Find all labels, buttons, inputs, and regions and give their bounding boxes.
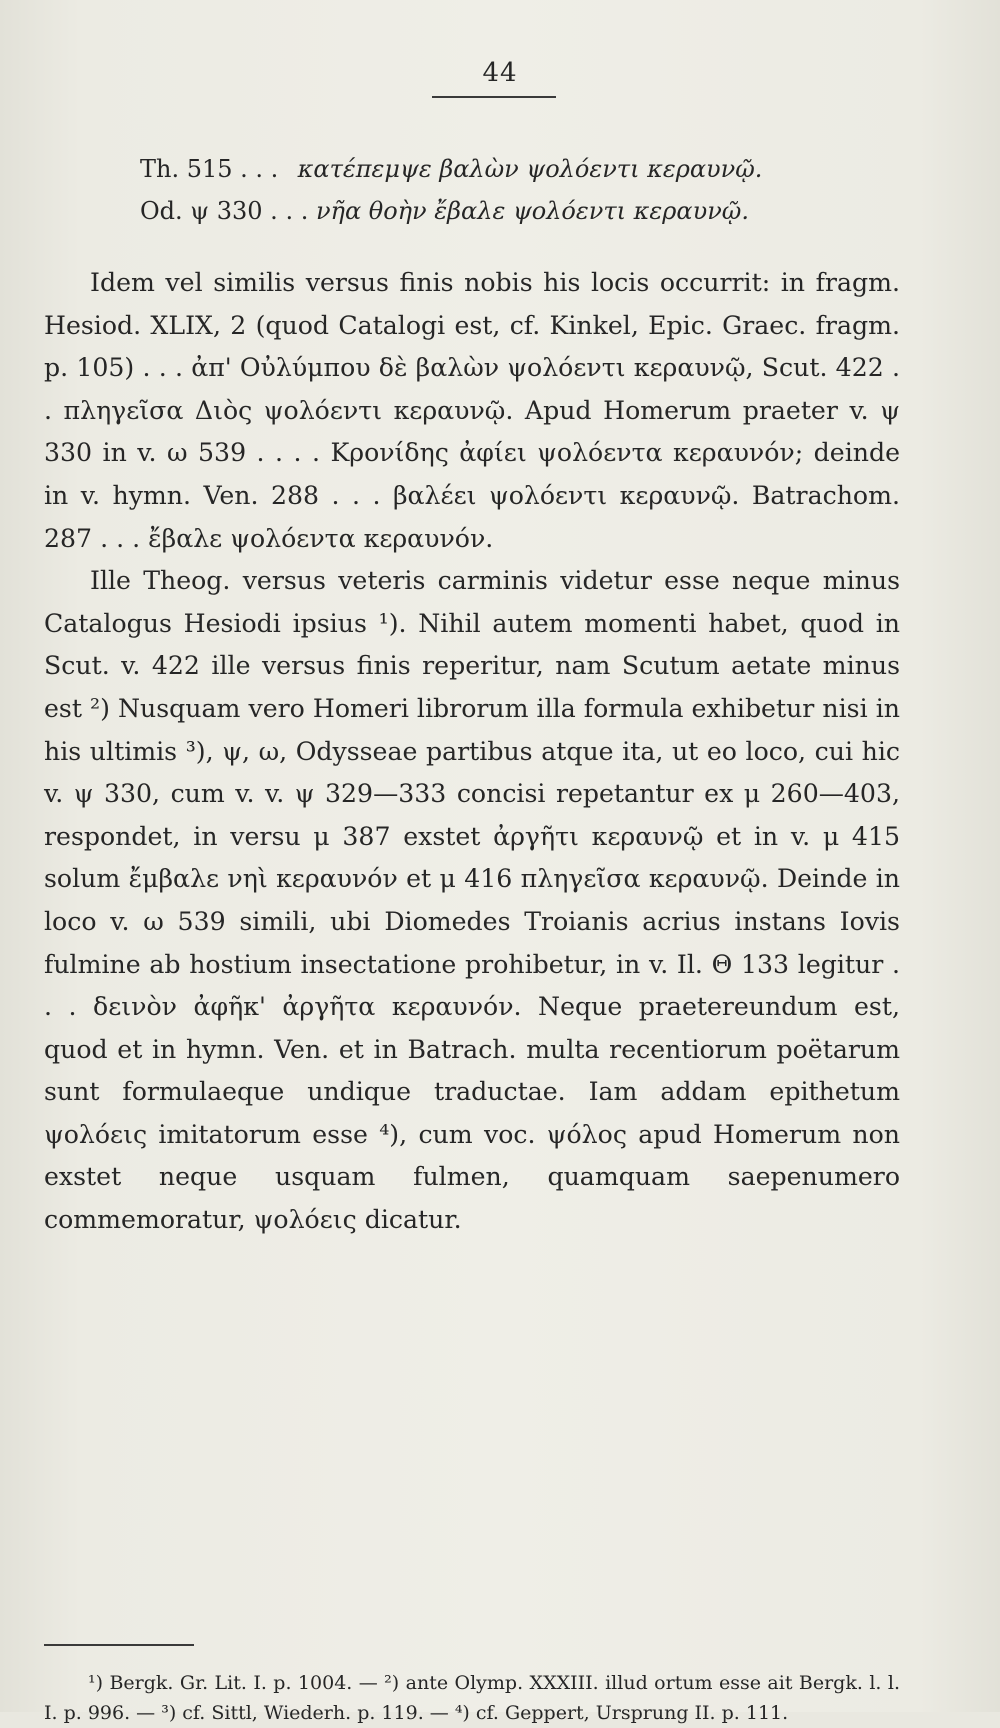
- header-rule: [432, 96, 556, 98]
- page-number: 44: [482, 58, 518, 88]
- verse-line: [140, 148, 900, 190]
- paragraph: Idem vel similis versus finis nobis his locis occurrit: in fragm. Hesiod. XLIX, 2 (quod Catalogi est, cf. Kinkel, Epic. Graec. fragm. p. 105) . . . ἀπ' Οὐλύμπου δὲ βαλὼν ψολόεντι κεραυνῷ, Scut. 422 . . πληγεῖσα Διὸς ψολόεντι κεραυνῷ. Apud Homerum praeter v. ψ 330 in v. ω 539 . . . . Κρονίδης ἀφίει ψολόεντα κεραυνόν; deinde in v. hymn. Ven. 288 . . . βαλέει ψολόεντι κεραυνῷ. Batrachom. 287 . . . ἔβαλε ψολόεντα κεραυνόν.: [44, 268, 900, 553]
- footnote-separator: [44, 1644, 194, 1646]
- body-text: [44, 262, 900, 1242]
- verse-reference: Od. ψ 330 . . .: [140, 197, 309, 225]
- verse-quotations: [140, 148, 900, 232]
- verse-line: [140, 190, 900, 232]
- verse-greek-text: νῆα θοὴν ἔβαλε ψολόεντι κεραυνῷ.: [315, 197, 749, 225]
- verse-greek-text: κατέπεμψε βαλὼν ψολόεντι κεραυνῷ.: [297, 155, 763, 183]
- paragraph: Ille Theog. versus veteris carminis videtur esse neque minus Catalogus Hesiodi ipsius ¹). Nihil autem momenti habet, quod in Scut. v. 422 ille versus finis reperitur, nam Scutum aetate minus est ²) Nusquam vero Homeri librorum illa formula exhibetur nisi in his ultimis ³), ψ, ω, Odysseae partibus atque ita, ut eo loco, cui hic v. ψ 330, cum v. v. ψ 329—333 concisi repetantur ex μ 260—403, respondet, in versu μ 387 exstet ἀργῆτι κεραυνῷ et in v. μ 415 solum ἔμβαλε νηὶ κεραυνόν et μ 416 πληγεῖσα κεραυνῷ. Deinde in loco v. ω 539 simili, ubi Diomedes Troianis acrius instans Iovis fulmine ab hostium insectatione prohibetur, in v. Il. Θ 133 legitur . . . δεινὸν ἀφῆκ' ἀργῆτα κεραυνόν. Neque praetereundum est, quod et in hymn. Ven. et in Batrach. multa recentiorum poëtarum sunt formulaeque undique traductae. Iam addam epithetum ψολόεις imitatorum esse ⁴), cum voc. ψόλος apud Homerum non exstet neque usquam fulmen, quamquam saepenumero commemoratur, ψολόεις dicatur.: [44, 566, 900, 1235]
- footnotes: [44, 1668, 900, 1728]
- footnote-text: ¹) Bergk. Gr. Lit. I. p. 1004. — ²) ante Olymp. XXXIII. illud ortum esse ait Bergk. l. l. I. p. 996. — ³) cf. Sittl, Wiederh. p. 119. — ⁴) cf. Geppert, Ursprung II. p. 111.: [44, 1672, 900, 1724]
- verse-reference: Th. 515 . . .: [140, 155, 279, 183]
